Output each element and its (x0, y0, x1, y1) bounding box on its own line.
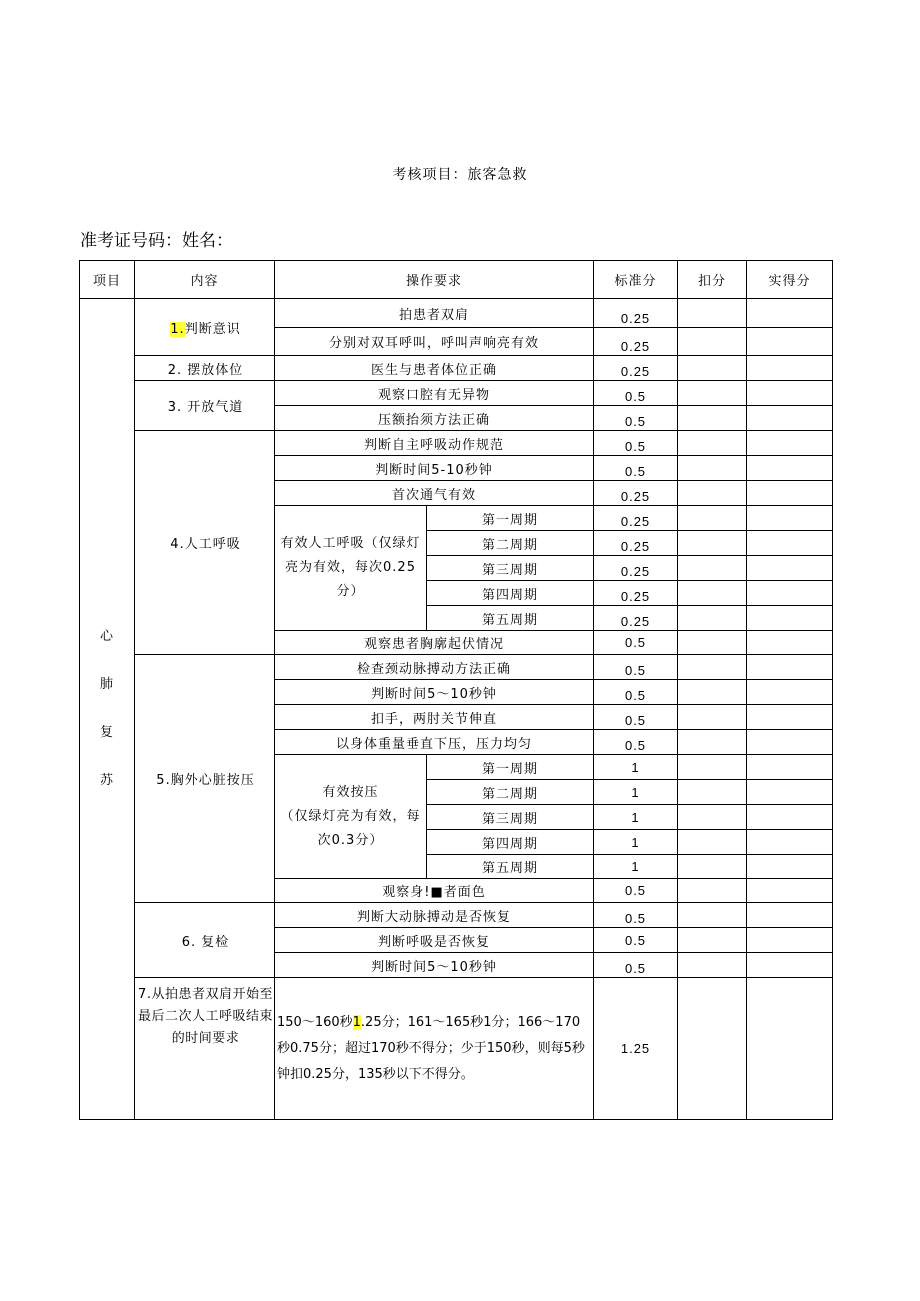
exam-info (80, 226, 233, 251)
cycle-label: 第四周期 (427, 830, 594, 855)
actual-cell[interactable] (747, 381, 833, 406)
cycle-label: 第三周期 (427, 556, 594, 581)
score-cell: 0.25 (594, 556, 678, 581)
requirement-cell: 以身体重量垂直下压，压力均匀 (275, 730, 594, 755)
deduct-cell[interactable] (678, 581, 747, 606)
actual-cell[interactable] (747, 581, 833, 606)
table-row (80, 381, 833, 406)
table-row (80, 978, 833, 1120)
deduct-cell[interactable] (678, 953, 747, 978)
actual-cell[interactable] (747, 506, 833, 531)
deduct-cell[interactable] (678, 556, 747, 581)
requirement-cell: 医生与患者体位正确 (275, 356, 594, 381)
page-title: 考核项目：旅客急救 (392, 167, 528, 183)
actual-cell[interactable] (747, 406, 833, 431)
deduct-cell[interactable] (678, 780, 747, 805)
score-cell: 0.25 (594, 581, 678, 606)
deduct-cell[interactable] (678, 879, 747, 903)
deduct-cell[interactable] (678, 299, 747, 328)
table-row (80, 655, 833, 680)
content-s3: 3. 开放气道 (135, 381, 275, 431)
table-row (80, 299, 833, 328)
deduct-cell[interactable] (678, 328, 747, 356)
content-s2: 2. 摆放体位 (135, 356, 275, 381)
actual-cell[interactable] (747, 705, 833, 730)
deduct-cell[interactable] (678, 606, 747, 631)
cycle-label: 第三周期 (427, 805, 594, 830)
group-s5 (275, 755, 427, 879)
score-cell: 1 (594, 805, 678, 830)
requirement-cell: 分别对双耳呼叫，呼叫声响亮有效 (275, 328, 594, 356)
requirement-cell: 观察口腔有无异物 (275, 381, 594, 406)
score-cell: 1 (594, 755, 678, 780)
score-cell: 1.25 (594, 978, 678, 1120)
deduct-cell[interactable] (678, 381, 747, 406)
score-cell: 0.5 (594, 879, 678, 903)
deduct-cell[interactable] (678, 928, 747, 953)
score-cell: 0.25 (594, 606, 678, 631)
score-cell: 0.5 (594, 680, 678, 705)
category-cell (80, 299, 135, 1120)
cycle-label: 第二周期 (427, 531, 594, 556)
cycle-label: 第四周期 (427, 581, 594, 606)
score-cell: 0.5 (594, 953, 678, 978)
header-requirement: 操作要求 (275, 261, 594, 299)
table-row (80, 431, 833, 456)
name-label: 姓名： (182, 231, 233, 251)
score-cell: 0.5 (594, 903, 678, 928)
actual-cell[interactable] (747, 978, 833, 1120)
score-cell: 0.5 (594, 406, 678, 431)
cycle-label: 第一周期 (427, 755, 594, 780)
deduct-cell[interactable] (678, 755, 747, 780)
requirement-cell: 判断呼吸是否恢复 (275, 928, 594, 953)
requirement-cell: 首次通气有效 (275, 481, 594, 506)
actual-cell[interactable] (747, 855, 833, 879)
actual-cell[interactable] (747, 456, 833, 481)
actual-cell[interactable] (747, 903, 833, 928)
score-cell: 0.5 (594, 655, 678, 680)
requirement-cell: 压额抬须方法正确 (275, 406, 594, 431)
content-s6: 6. 复检 (135, 903, 275, 978)
cycle-label: 第五周期 (427, 855, 594, 879)
score-cell: 0.25 (594, 356, 678, 381)
score-table (79, 260, 833, 1120)
actual-cell[interactable] (747, 531, 833, 556)
actual-cell[interactable] (747, 655, 833, 680)
requirement-cell: 判断时间5～10秒钟 (275, 680, 594, 705)
deduct-cell[interactable] (678, 655, 747, 680)
deduct-cell[interactable] (678, 978, 747, 1120)
actual-cell[interactable] (747, 879, 833, 903)
actual-cell[interactable] (747, 830, 833, 855)
deduct-cell[interactable] (678, 456, 747, 481)
header-row (80, 261, 833, 299)
requirement-cell: 检查颈动脉搏动方法正确 (275, 655, 594, 680)
highlight-mark: 1. (170, 321, 185, 337)
deduct-cell[interactable] (678, 805, 747, 830)
score-cell: 0.5 (594, 431, 678, 456)
deduct-cell[interactable] (678, 903, 747, 928)
group-s4: 有效人工呼吸（仅绿灯亮为有效，每次0.25分） (275, 506, 427, 631)
requirement-cell: 判断时间5～10秒钟 (275, 953, 594, 978)
actual-cell[interactable] (747, 356, 833, 381)
score-cell: 0.5 (594, 381, 678, 406)
actual-cell[interactable] (747, 680, 833, 705)
deduct-cell[interactable] (678, 431, 747, 456)
score-cell: 0.25 (594, 328, 678, 356)
deduct-cell[interactable] (678, 680, 747, 705)
actual-cell[interactable] (747, 805, 833, 830)
requirement-cell: 观察身!■者面色 (275, 879, 594, 903)
deduct-cell[interactable] (678, 506, 747, 531)
requirement-cell: 判断大动脉搏动是否恢复 (275, 903, 594, 928)
score-cell: 0.5 (594, 631, 678, 655)
deduct-cell[interactable] (678, 356, 747, 381)
cycle-label: 第一周期 (427, 506, 594, 531)
actual-cell[interactable] (747, 928, 833, 953)
score-cell: 0.5 (594, 928, 678, 953)
exam-number-label: 准考证号码： (80, 231, 182, 251)
score-cell: 0.25 (594, 299, 678, 328)
deduct-cell[interactable] (678, 830, 747, 855)
deduct-cell[interactable] (678, 855, 747, 879)
deduct-cell[interactable] (678, 705, 747, 730)
score-cell: 0.25 (594, 531, 678, 556)
actual-cell[interactable] (747, 953, 833, 978)
cycle-label: 第二周期 (427, 780, 594, 805)
group-s5-line2: （仅绿灯亮为有效，每次0.3分） (280, 808, 421, 848)
table-row (80, 356, 833, 381)
requirement-s7: 150～160秒1.25分；161～165秒1分；166～170秒0.75分；超过170秒不得分；少于150秒，则每5秒钟扣0.25分，135秒以下不得分。 (275, 978, 594, 1120)
requirement-cell: 扣手，两肘关节伸直 (275, 705, 594, 730)
content-s7: 7.从拍患者双肩开始至最后二次人工呼吸结束的时间要求 (135, 978, 275, 1120)
table-row (80, 903, 833, 928)
category-char: 心 (99, 629, 114, 644)
requirement-cell: 判断自主呼吸动作规范 (275, 431, 594, 456)
category-char: 肺 (99, 677, 114, 692)
header-standard: 标准分 (594, 261, 678, 299)
requirement-cell: 观察患者胸廓起伏情况 (275, 631, 594, 655)
deduct-cell[interactable] (678, 481, 747, 506)
requirement-cell: 拍患者双肩 (275, 299, 594, 328)
score-cell: 0.25 (594, 481, 678, 506)
deduct-cell[interactable] (678, 531, 747, 556)
score-cell: 1 (594, 780, 678, 805)
actual-cell[interactable] (747, 755, 833, 780)
actual-cell[interactable] (747, 606, 833, 631)
cycle-label: 第五周期 (427, 606, 594, 631)
actual-cell[interactable] (747, 328, 833, 356)
header-item: 项目 (80, 261, 135, 299)
group-s5-line1: 有效按压 (322, 784, 379, 800)
category-char: 复 (99, 725, 114, 740)
score-cell: 0.25 (594, 506, 678, 531)
score-cell: 1 (594, 855, 678, 879)
header-deduct: 扣分 (678, 261, 747, 299)
deduct-cell[interactable] (678, 631, 747, 655)
content-s4: 4.人工呼吸 (135, 431, 275, 655)
score-cell: 0.5 (594, 730, 678, 755)
actual-cell[interactable] (747, 780, 833, 805)
actual-cell[interactable] (747, 556, 833, 581)
actual-cell[interactable] (747, 481, 833, 506)
score-cell: 1 (594, 830, 678, 855)
actual-cell[interactable] (747, 431, 833, 456)
score-cell: 0.5 (594, 705, 678, 730)
actual-cell[interactable] (747, 299, 833, 328)
actual-cell[interactable] (747, 631, 833, 655)
deduct-cell[interactable] (678, 406, 747, 431)
header-content: 内容 (135, 261, 275, 299)
deduct-cell[interactable] (678, 730, 747, 755)
score-cell: 0.5 (594, 456, 678, 481)
category-char: 苏 (99, 773, 114, 788)
header-actual: 实得分 (747, 261, 833, 299)
requirement-cell: 判断时间5-10秒钟 (275, 456, 594, 481)
actual-cell[interactable] (747, 730, 833, 755)
highlight-mark: 1 (352, 1014, 361, 1030)
content-s1: 1.判断意识 (135, 299, 275, 356)
content-s5: 5.胸外心脏按压 (135, 655, 275, 903)
